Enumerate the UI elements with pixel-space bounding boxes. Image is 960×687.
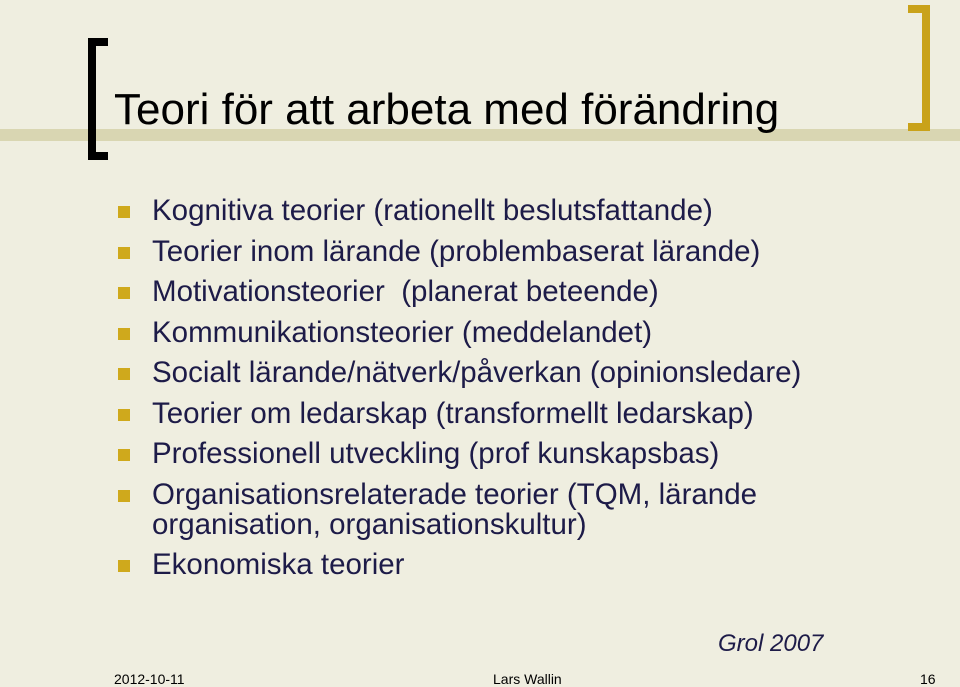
square-bullet-icon [118,409,130,421]
square-bullet-icon [118,247,130,259]
bullet-item [118,358,918,388]
slide-title: Teori för att arbeta med förändring [114,85,780,134]
square-bullet-icon [118,206,130,218]
bullet-list [118,196,918,591]
bullet-item [118,439,918,469]
bullet-item [118,315,918,349]
bullet-text: Teorier om ledarskap (transformellt ledarskap) [152,396,754,430]
bullet-item [118,277,918,307]
bullet-item [118,396,918,430]
footer-date: 2012-10-11 [114,671,185,687]
bullet-item [118,550,918,580]
square-bullet-icon [118,368,130,380]
square-bullet-icon [118,560,130,572]
square-bullet-icon [118,328,130,340]
bullet-text: Professionell utveckling (prof kunskapsbas) [152,437,720,470]
bullet-item [118,234,918,268]
source-credit: Grol 2007 [718,630,824,657]
square-bullet-icon [118,490,130,502]
footer-author: Lars Wallin [493,671,562,687]
left-bracket-decoration [88,38,108,160]
bullet-text: Kognitiva teorier (rationellt beslutsfattande) [152,194,713,227]
right-bracket-decoration [908,5,930,131]
bullet-item [118,196,918,226]
square-bullet-icon [118,449,130,461]
bullet-text: Socialt lärande/nätverk/påverkan (opinionsledare) [152,356,802,389]
bullet-text: Kommunikationsteorier (meddelandet) [152,315,653,349]
bullet-text: Organisationsrelaterade teorier (TQM, lärande organisation, organisationskultur) [152,477,758,541]
square-bullet-icon [118,287,130,299]
footer-page-number: 16 [920,671,936,687]
bullet-item [118,477,872,541]
bullet-text: Ekonomiska teorier [152,548,405,581]
bullet-text: Motivationsteorier (planerat beteende) [152,275,659,308]
bullet-text: Teorier inom lärande (problembaserat lärande) [152,234,761,268]
